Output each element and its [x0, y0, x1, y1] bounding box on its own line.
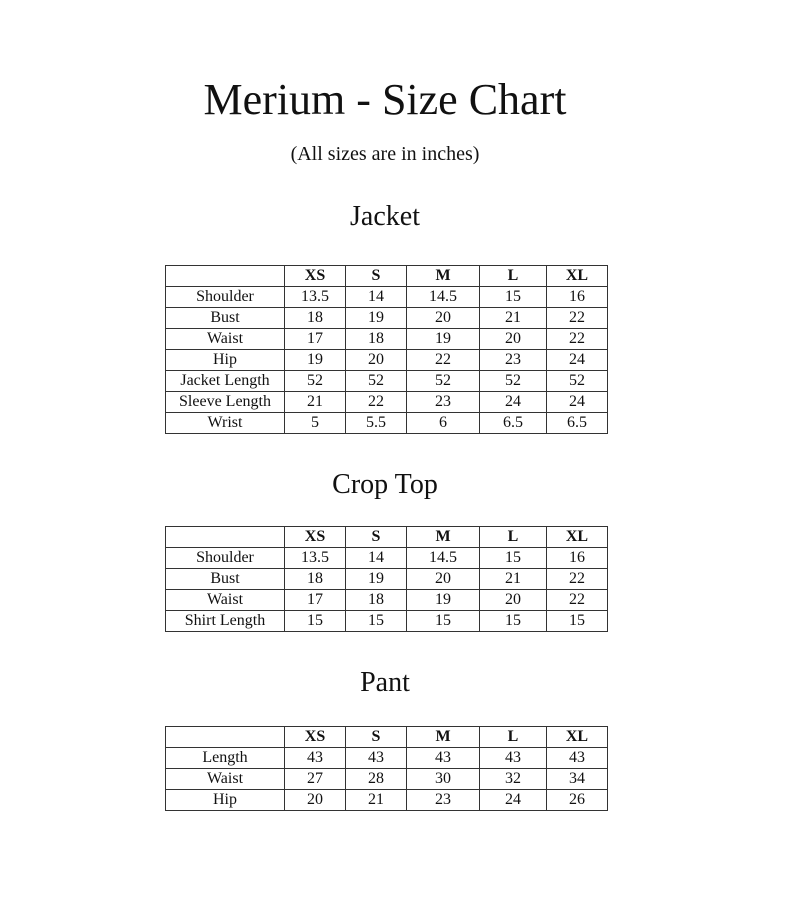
measurement-label: Waist [166, 329, 285, 350]
jacket-heading: Jacket [350, 201, 420, 232]
measurement-value: 15 [480, 287, 547, 308]
measurement-value: 21 [480, 569, 547, 590]
measurement-value: 23 [480, 350, 547, 371]
measurement-value: 19 [407, 590, 480, 611]
page-title: Merium - Size Chart [203, 75, 567, 124]
measurement-label: Hip [166, 790, 285, 811]
measurement-value: 24 [547, 350, 608, 371]
measurement-value: 17 [285, 590, 346, 611]
measurement-label: Shoulder [166, 287, 285, 308]
measurement-value: 13.5 [285, 287, 346, 308]
measurement-value: 20 [407, 569, 480, 590]
measurement-value: 22 [346, 392, 407, 413]
measurement-value: 5 [285, 413, 346, 434]
measurement-value: 22 [407, 350, 480, 371]
measurement-label: Hip [166, 350, 285, 371]
measurement-value: 15 [407, 611, 480, 632]
measurement-value: 27 [285, 769, 346, 790]
size-header-cell: S [346, 266, 407, 287]
measurement-value: 20 [480, 329, 547, 350]
measurement-value: 14.5 [407, 287, 480, 308]
table-row [166, 371, 608, 392]
measurement-value: 6 [407, 413, 480, 434]
table-row [166, 790, 608, 811]
table-row [166, 287, 608, 308]
measurement-value: 23 [407, 392, 480, 413]
page-subtitle: (All sizes are in inches) [290, 143, 480, 165]
size-header-cell: XS [285, 527, 346, 548]
measurement-value: 52 [407, 371, 480, 392]
measurement-label: Shoulder [166, 548, 285, 569]
measurement-label: Shirt Length [166, 611, 285, 632]
table-row [166, 413, 608, 434]
measurement-value: 32 [480, 769, 547, 790]
measurement-label: Wrist [166, 413, 285, 434]
measurement-value: 21 [285, 392, 346, 413]
size-header-cell: XS [285, 727, 346, 748]
measurement-value: 20 [480, 590, 547, 611]
measurement-value: 43 [480, 748, 547, 769]
measurement-value: 6.5 [547, 413, 608, 434]
measurement-value: 18 [285, 308, 346, 329]
size-header-cell: XL [547, 727, 608, 748]
size-header-cell: M [407, 266, 480, 287]
header-row [166, 727, 608, 748]
measurement-value: 17 [285, 329, 346, 350]
measurement-value: 22 [547, 308, 608, 329]
measurement-value: 5.5 [346, 413, 407, 434]
measurement-value: 15 [547, 611, 608, 632]
size-header-cell: S [346, 727, 407, 748]
measurement-value: 22 [547, 329, 608, 350]
measurement-value: 19 [285, 350, 346, 371]
measurement-value: 15 [346, 611, 407, 632]
measurement-value: 43 [285, 748, 346, 769]
header-corner-cell [166, 266, 285, 287]
measurement-value: 43 [407, 748, 480, 769]
measurement-value: 24 [480, 392, 547, 413]
measurement-value: 30 [407, 769, 480, 790]
table-row [166, 329, 608, 350]
size-header-cell: S [346, 527, 407, 548]
measurement-label: Sleeve Length [166, 392, 285, 413]
measurement-value: 18 [346, 590, 407, 611]
header-corner-cell [166, 727, 285, 748]
measurement-value: 43 [547, 748, 608, 769]
measurement-value: 15 [480, 548, 547, 569]
size-header-cell: XL [547, 527, 608, 548]
measurement-value: 14.5 [407, 548, 480, 569]
measurement-value: 22 [547, 569, 608, 590]
measurement-value: 24 [547, 392, 608, 413]
measurement-value: 28 [346, 769, 407, 790]
measurement-value: 16 [547, 548, 608, 569]
measurement-value: 22 [547, 590, 608, 611]
size-header-cell: L [480, 266, 547, 287]
table-row [166, 548, 608, 569]
table-row [166, 392, 608, 413]
measurement-value: 52 [346, 371, 407, 392]
measurement-value: 14 [346, 287, 407, 308]
header-row [166, 266, 608, 287]
crop-top-size-table [165, 526, 608, 632]
measurement-label: Waist [166, 590, 285, 611]
measurement-value: 13.5 [285, 548, 346, 569]
measurement-value: 26 [547, 790, 608, 811]
measurement-label: Bust [166, 308, 285, 329]
pant-size-table [165, 726, 608, 811]
size-header-cell: L [480, 727, 547, 748]
table-row [166, 350, 608, 371]
measurement-value: 6.5 [480, 413, 547, 434]
measurement-label: Bust [166, 569, 285, 590]
measurement-value: 18 [346, 329, 407, 350]
measurement-value: 20 [285, 790, 346, 811]
measurement-value: 52 [285, 371, 346, 392]
measurement-value: 20 [407, 308, 480, 329]
measurement-value: 24 [480, 790, 547, 811]
header-corner-cell [166, 527, 285, 548]
measurement-value: 14 [346, 548, 407, 569]
table-row [166, 569, 608, 590]
table-row [166, 748, 608, 769]
table-row [166, 611, 608, 632]
measurement-value: 20 [346, 350, 407, 371]
size-header-cell: XS [285, 266, 346, 287]
measurement-value: 15 [480, 611, 547, 632]
measurement-label: Length [166, 748, 285, 769]
measurement-value: 34 [547, 769, 608, 790]
jacket-size-table [165, 265, 608, 434]
measurement-value: 23 [407, 790, 480, 811]
size-header-cell: M [407, 727, 480, 748]
measurement-value: 43 [346, 748, 407, 769]
pant-heading: Pant [360, 667, 410, 698]
table-row [166, 308, 608, 329]
measurement-label: Waist [166, 769, 285, 790]
size-header-cell: M [407, 527, 480, 548]
measurement-value: 19 [346, 308, 407, 329]
measurement-value: 52 [547, 371, 608, 392]
measurement-value: 19 [407, 329, 480, 350]
header-row [166, 527, 608, 548]
size-header-cell: L [480, 527, 547, 548]
measurement-value: 19 [346, 569, 407, 590]
crop-top-heading: Crop Top [332, 469, 438, 500]
measurement-value: 21 [346, 790, 407, 811]
measurement-value: 15 [285, 611, 346, 632]
table-row [166, 769, 608, 790]
table-row [166, 590, 608, 611]
size-header-cell: XL [547, 266, 608, 287]
measurement-value: 21 [480, 308, 547, 329]
measurement-value: 18 [285, 569, 346, 590]
measurement-value: 16 [547, 287, 608, 308]
measurement-label: Jacket Length [166, 371, 285, 392]
measurement-value: 52 [480, 371, 547, 392]
